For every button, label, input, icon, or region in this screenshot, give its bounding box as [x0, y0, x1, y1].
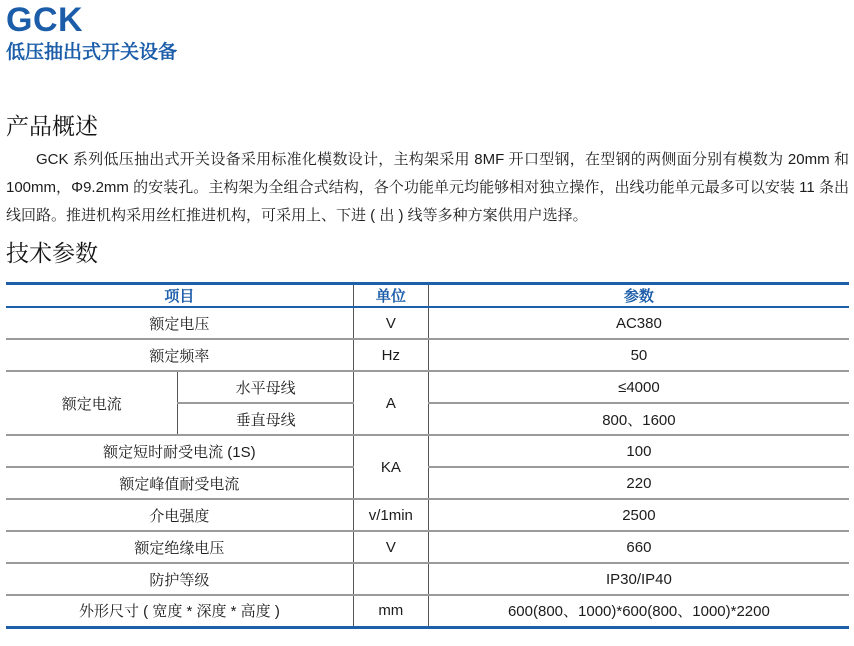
unit-cell: mm: [353, 595, 428, 627]
value-cell: 50: [428, 339, 849, 371]
row-peak-withstand: [6, 467, 849, 499]
value-cell: IP30/IP40: [428, 563, 849, 595]
unit-cell: [353, 563, 428, 595]
section-heading-overview: 产品概述: [6, 113, 98, 139]
overview-paragraph: GCK 系列低压抽出式开关设备采用标准化模数设计，主构架采用 8MF 开口型钢，在型钢的两侧面分别有模数为 20mm 和 100mm，Φ9.2mm 的安装孔。主构架为全组合式结构，各个功能单元均能够相对独立操作，出线功能单元最多可以安装 11 条出线回路。推进机构采用丝杠推进机构，可采用上、下进 ( 出 ) 线等多种方案供用户选择。: [6, 151, 849, 224]
item-cell: 额定短时耐受电流 (1S): [6, 435, 353, 467]
unit-cell: Hz: [353, 339, 428, 371]
column-header-value: 参数: [428, 284, 849, 308]
value-cell: 100: [428, 435, 849, 467]
value-cell: ≤4000: [428, 371, 849, 403]
value-cell: 660: [428, 531, 849, 563]
subitem-cell: 垂直母线: [178, 403, 353, 435]
unit-cell: V: [353, 531, 428, 563]
row-dielectric-strength: [6, 499, 849, 531]
value-cell: 800、1600: [428, 403, 849, 435]
item-cell: 额定峰值耐受电流: [6, 467, 353, 499]
item-cell: 额定绝缘电压: [6, 531, 353, 563]
unit-cell: KA: [353, 435, 428, 499]
value-cell: 2500: [428, 499, 849, 531]
table-header-row: [6, 284, 849, 308]
section-heading-specs: 技术参数: [6, 240, 98, 266]
column-header-unit: 单位: [353, 284, 428, 308]
page-subtitle: 低压抽出式开关设备: [6, 42, 178, 63]
row-rated-voltage: [6, 307, 849, 339]
row-overall-dimensions: [6, 595, 849, 627]
unit-cell: v/1min: [353, 499, 428, 531]
subitem-cell: 水平母线: [178, 371, 353, 403]
value-cell: 220: [428, 467, 849, 499]
row-rated-insulation-voltage: [6, 531, 849, 563]
item-cell: 外形尺寸 ( 宽度 * 深度 * 高度 ): [6, 595, 353, 627]
column-header-item: 项目: [6, 284, 353, 308]
row-short-time-withstand: [6, 435, 849, 467]
row-rated-current-horizontal: [6, 371, 849, 403]
row-protection-degree: [6, 563, 849, 595]
item-cell: 额定频率: [6, 339, 353, 371]
unit-cell: A: [353, 371, 428, 435]
item-cell: 额定电压: [6, 307, 353, 339]
unit-cell: V: [353, 307, 428, 339]
row-rated-frequency: [6, 339, 849, 371]
value-cell: 600(800、1000)*600(800、1000)*2200: [428, 595, 849, 627]
specs-table: [6, 282, 849, 629]
item-cell-rated-current: 额定电流: [6, 371, 178, 435]
page-title: GCK: [6, 1, 84, 39]
item-cell: 介电强度: [6, 499, 353, 531]
value-cell: AC380: [428, 307, 849, 339]
item-cell: 防护等级: [6, 563, 353, 595]
